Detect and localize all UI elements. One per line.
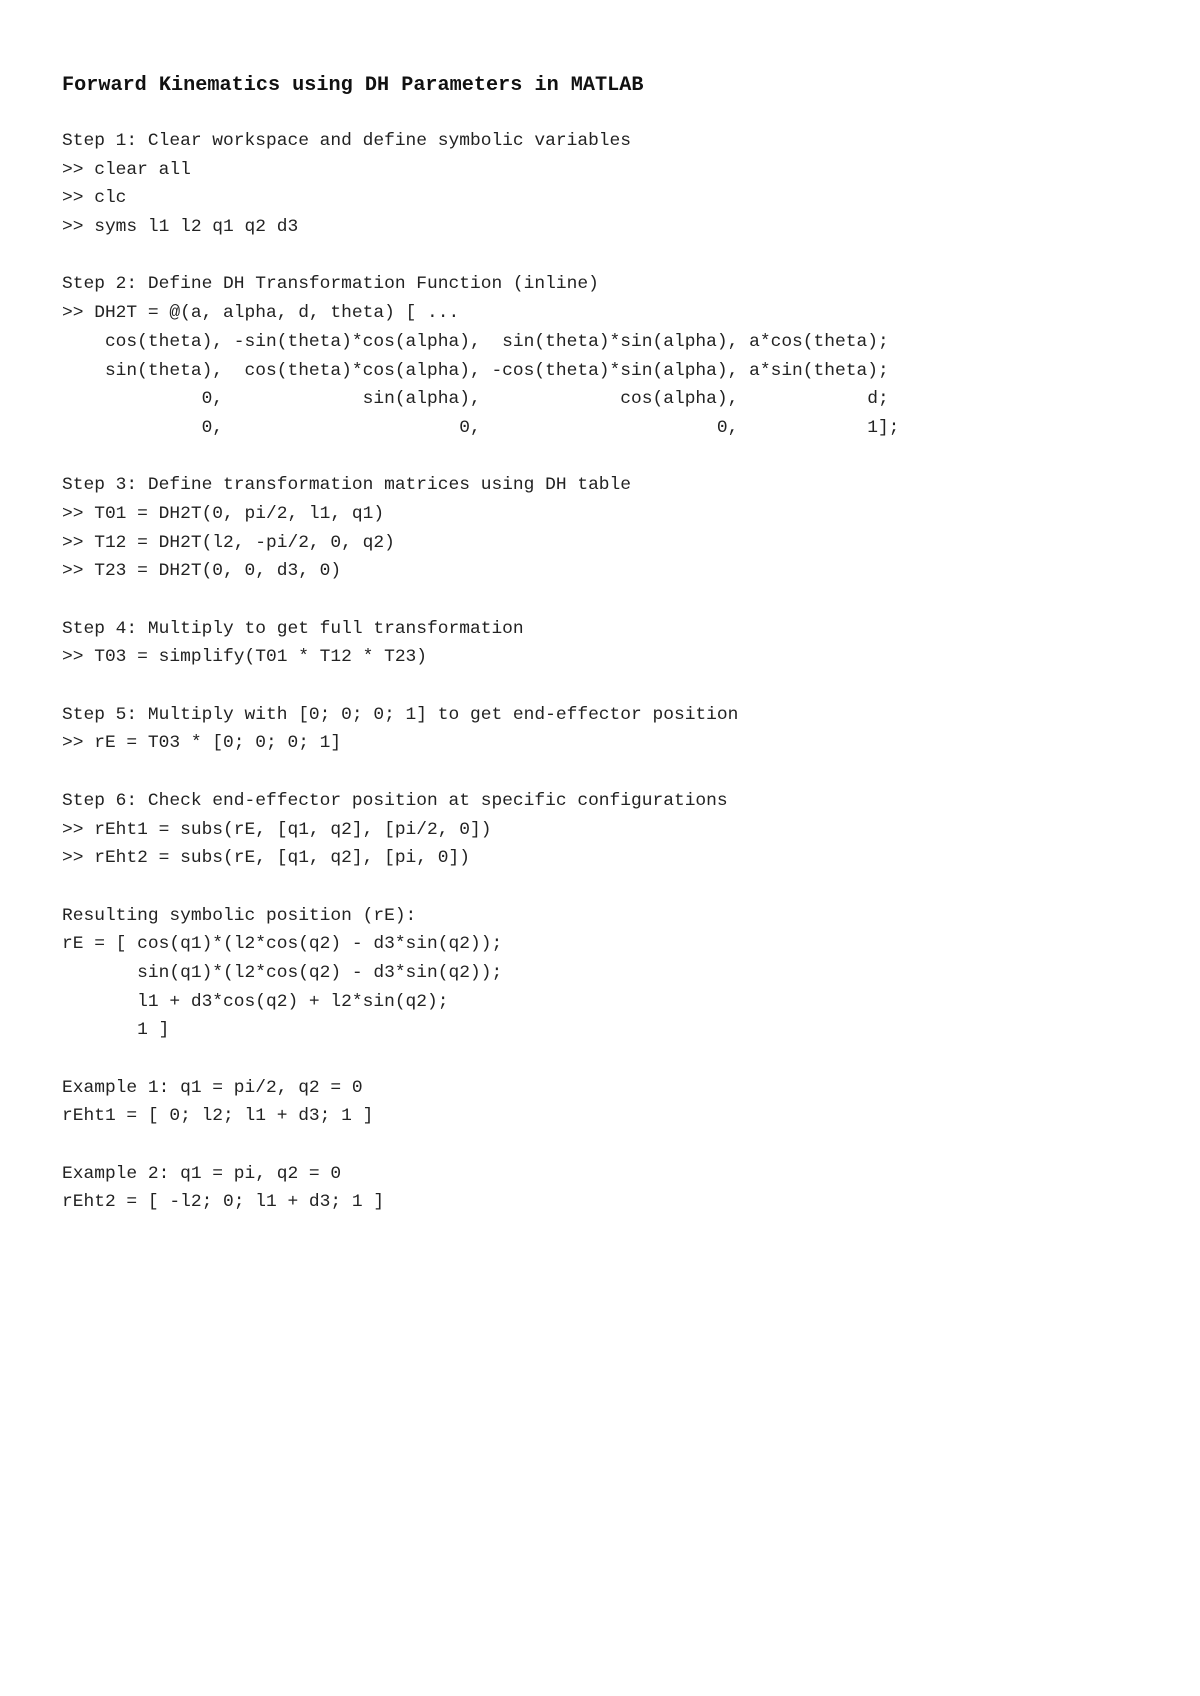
code-line: >> T12 = DH2T(l2, -pi/2, 0, q2) <box>62 532 395 553</box>
code-line: Step 1: Clear workspace and define symbolic variables <box>62 131 632 151</box>
code-line: sin(q1)*(l2*cos(q2) - d3*sin(q2)); <box>62 962 503 983</box>
code-line: Example 1: q1 = pi/2, q2 = 0 <box>62 1077 363 1098</box>
code-line: Step 2: Define DH Transformation Function (inline) <box>62 274 599 295</box>
code-line: >> T03 = simplify(T01 * T12 * T23) <box>62 647 428 668</box>
blank-line <box>62 443 899 472</box>
blank-line <box>62 873 899 902</box>
document-title: Forward Kinematics using DH Parameters in MATLAB <box>62 74 644 97</box>
blank-line <box>62 1045 899 1074</box>
code-line: rEht2 = [ -l2; 0; l1 + d3; 1 ] <box>62 1192 385 1213</box>
code-line: Example 2: q1 = pi, q2 = 0 <box>62 1163 342 1184</box>
code-line: l1 + d3*cos(q2) + l2*sin(q2); <box>62 991 449 1012</box>
code-line: 0, 0, 0, 1]; <box>62 417 900 438</box>
code-line: Step 3: Define transformation matrices using DH table <box>62 475 632 496</box>
code-line: >> clear all <box>62 159 191 180</box>
code-line: >> rE = T03 * [0; 0; 0; 1] <box>62 733 342 754</box>
code-line: Resulting symbolic position (rE): <box>62 905 417 926</box>
code-line: rE = [ cos(q1)*(l2*cos(q2) - d3*sin(q2)); <box>62 934 503 955</box>
code-line: Step 4: Multiply to get full transformation <box>62 618 524 639</box>
code-line: >> DH2T = @(a, alpha, d, theta) [ ... <box>62 303 460 324</box>
code-line: >> rEht2 = subs(rE, [q1, q2], [pi, 0]) <box>62 848 470 869</box>
code-block <box>62 127 899 1217</box>
blank-line <box>62 672 899 701</box>
code-line: >> clc <box>62 188 127 209</box>
code-line: >> syms l1 l2 q1 q2 d3 <box>62 217 299 238</box>
code-line: cos(theta), -sin(theta)*cos(alpha), sin(theta)*sin(alpha), a*cos(theta); <box>62 331 889 352</box>
code-line: Step 5: Multiply with [0; 0; 0; 1] to get end-effector position <box>62 704 739 725</box>
code-line: rEht1 = [ 0; l2; l1 + d3; 1 ] <box>62 1106 374 1127</box>
code-line: 0, sin(alpha), cos(alpha), d; <box>62 389 889 410</box>
blank-line <box>62 758 899 787</box>
code-line: sin(theta), cos(theta)*cos(alpha), -cos(theta)*sin(alpha), a*sin(theta); <box>62 360 889 381</box>
code-line: 1 ] <box>62 1020 170 1041</box>
blank-line <box>62 586 899 615</box>
blank-line <box>62 1131 899 1160</box>
code-line: Step 6: Check end-effector position at specific configurations <box>62 790 728 811</box>
code-line: >> T23 = DH2T(0, 0, d3, 0) <box>62 561 342 582</box>
code-line: >> T01 = DH2T(0, pi/2, l1, q1) <box>62 503 385 524</box>
blank-line <box>62 242 899 271</box>
code-line: >> rEht1 = subs(rE, [q1, q2], [pi/2, 0]) <box>62 819 492 840</box>
